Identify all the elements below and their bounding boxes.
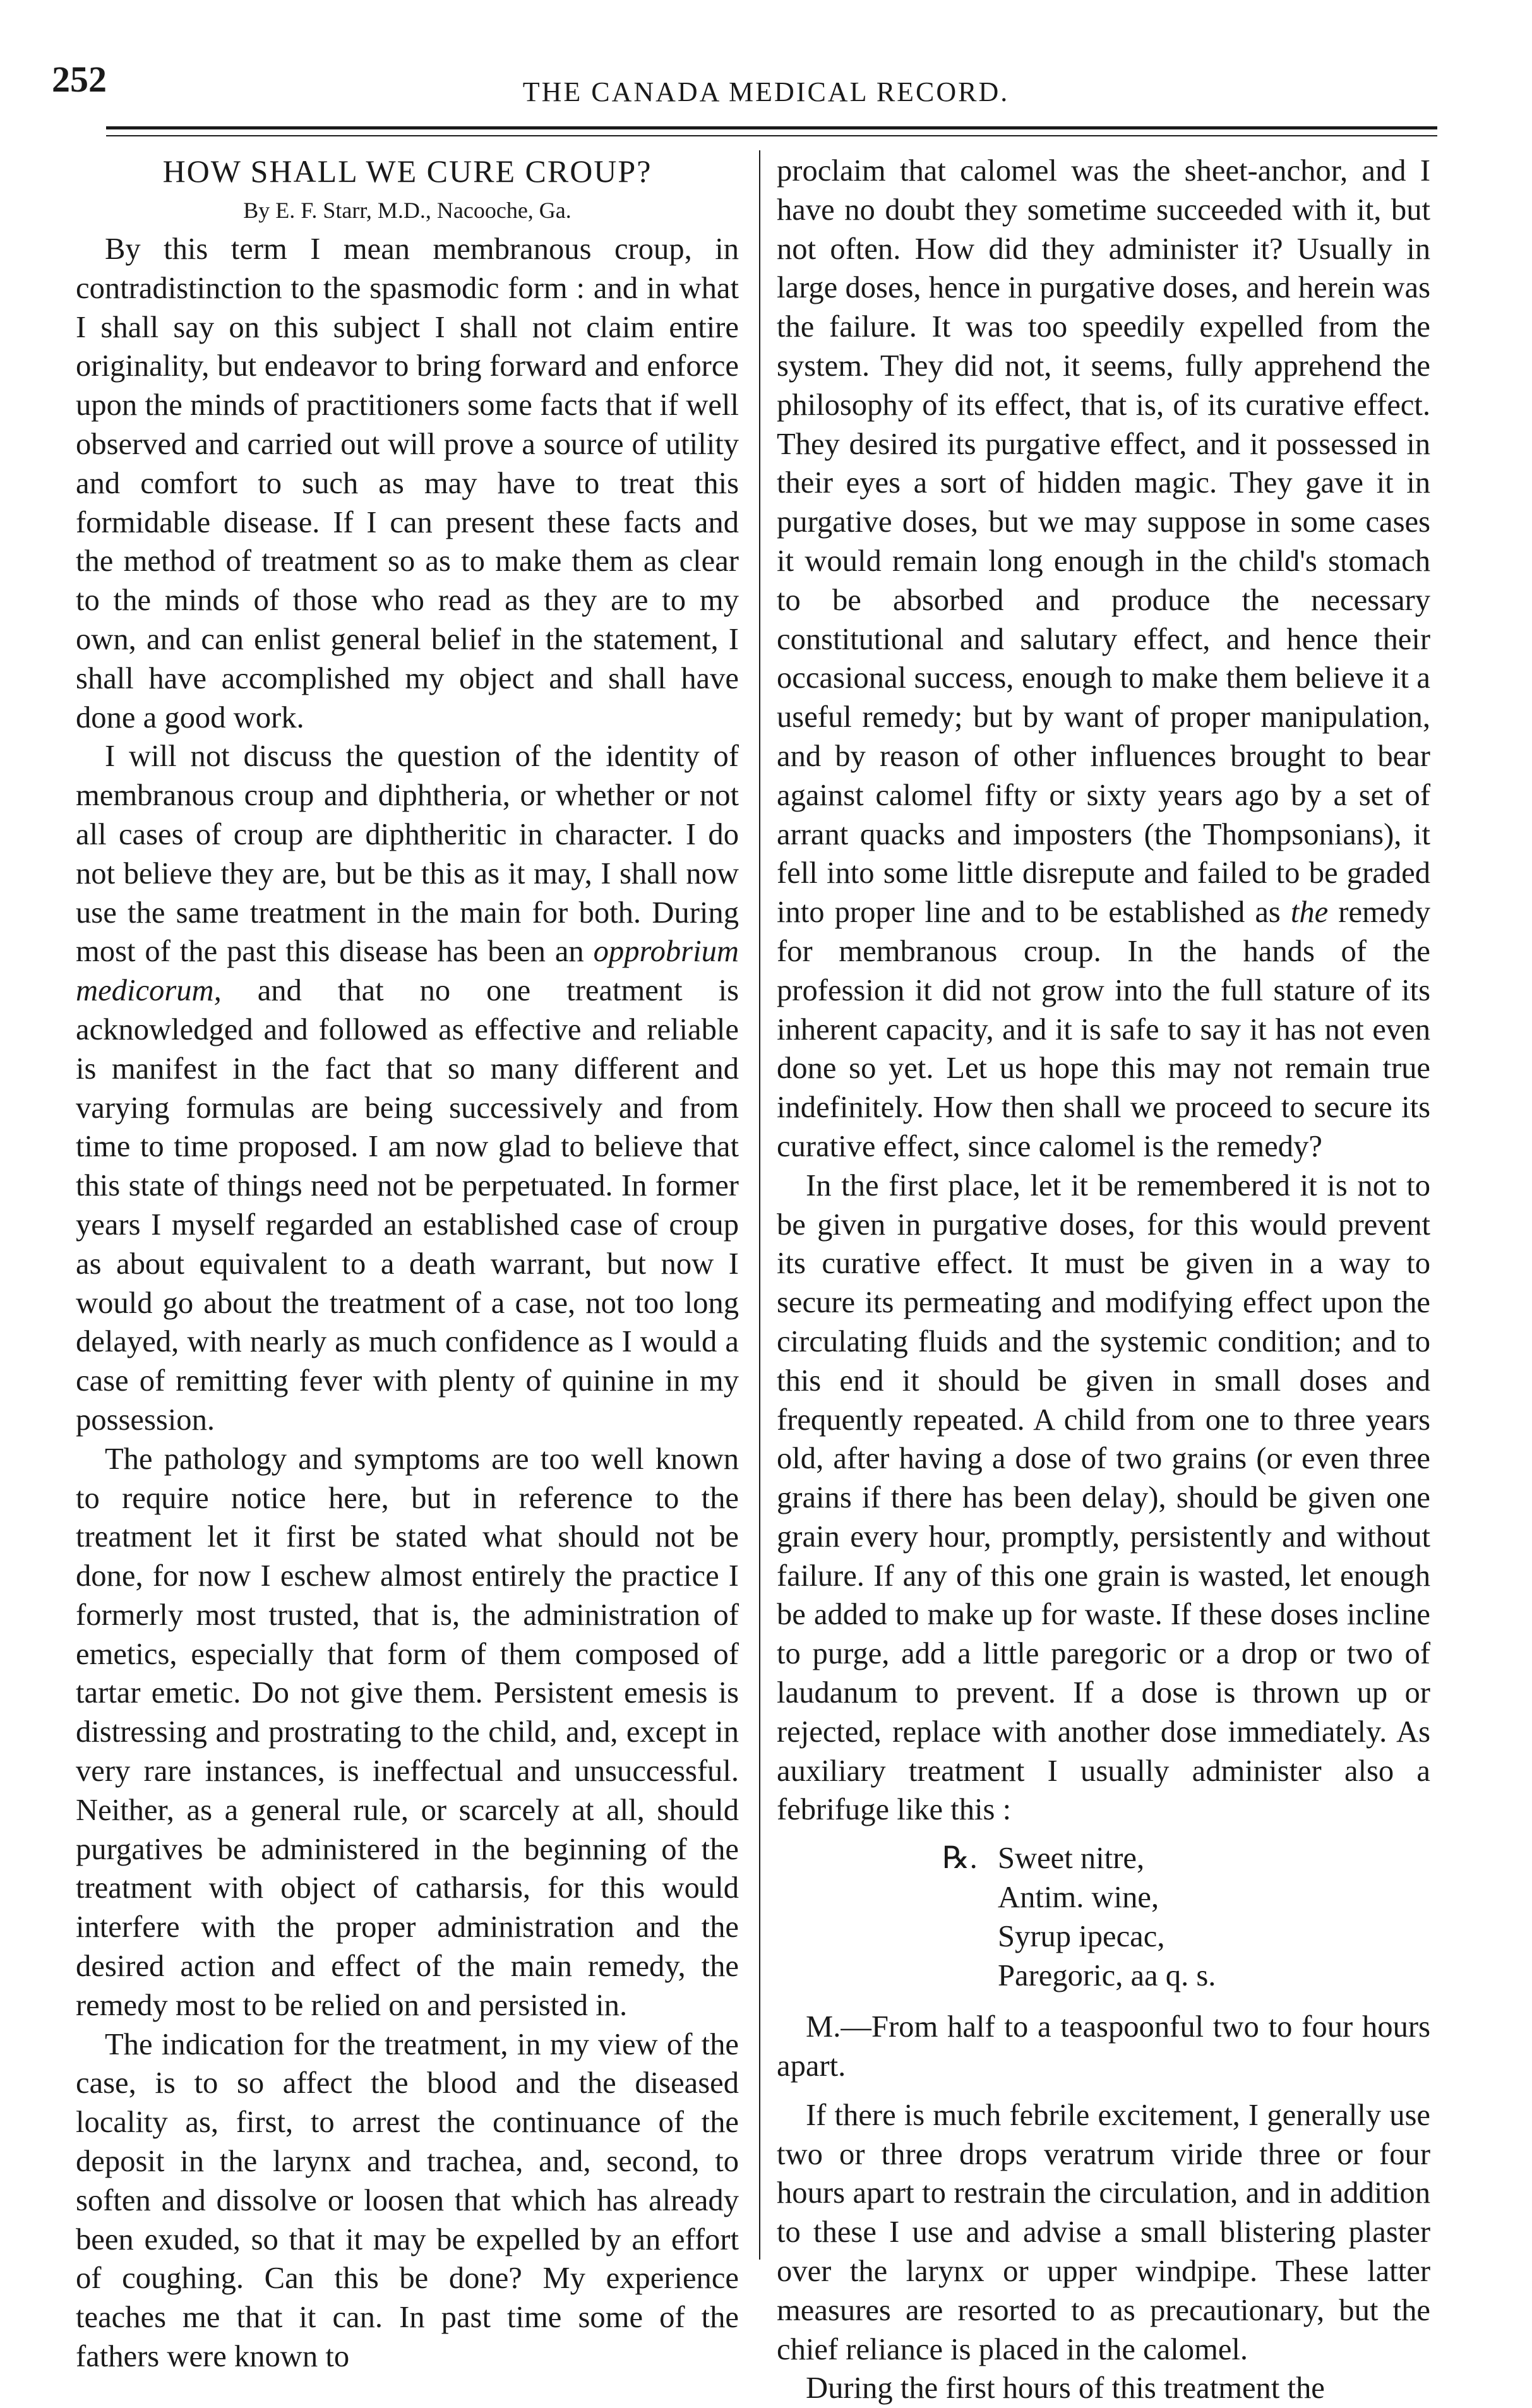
text-run: proclaim that calomel was the sheet-anchor, and I have no doubt they sometime succeeded with it, but not often. How did they administer it? Usually in large doses, hence in purgative doses, and herein was the failure. It was too speedily expelled from the system. They did not, it seems, fully apprehend the philosophy of its effect, that is, of its curative effect. They desired its purgative effect, and it possessed in their eyes a sort of hidden magic. They gave it in purgative doses, but we may suppose in some cases it would remain long enough in the child's stomach to be absorbed and produce the necessary constitutional and salutary effect, and hence their occasional success, enough to make them believe it a useful remedy; but by want of proper manipulation, and by reason of other influences brought to bear against calomel fifty or sixty years ago by a set of arrant quacks and imposters (the Thompsonians), it fell into some little disrepute and failed to be graded into proper line and to be established as	[777, 153, 1430, 930]
paragraph: The pathology and symptoms are too well known to require notice here, but in reference to the treatment let it first be stated what should not be done, for now I eschew almost entirely the practice I formerly most trusted, that is, the administration of emetics, especially that form of them composed of tartar emetic. Do not give them. Persistent emesis is distressing and prostrating to the child, and, except in very rare instances, is ineffectual and unsuccessful. Neither, as a general rule, or scarcely at all, should purgatives be administered in the beginning of the treatment with object of catharsis, for this would interfere with the proper administration and the desired action and effect of the main remedy, the remedy most to be relied on and persisted in.	[76, 1441, 739, 2022]
text-run: and that no one treatment is acknowledged and followed as effective and reliable is manifest in the fact that so many different and varying formulas are being successively and from time to time proposed. I am now glad to believe that this state of things need not be perpetuated. In former years I myself regarded an established case of croup as about equivalent to a death warrant, but now I would go about the treatment of a case, not too long delayed, with nearly as much confidence as I would a case of remitting fever with plenty of quinine in my possession.	[76, 973, 739, 1437]
prescription-item: Syrup ipecac,	[998, 1919, 1165, 1954]
paragraph: M.—From half to a teaspoonful two to four hours apart.	[777, 2010, 1430, 2083]
paragraph: The indication for the treatment, in my view of the case, is to so affect the blood and the diseased locality as, first, to arrest the continuance of the deposit in the larynx and trachea, and, second, to soften and dissolve or loosen that which has already been exuded, so that it may be expelled by an effort of coughing. Can this be done? My experience teaches me that it can. In past time some of the fathers were known to	[76, 2027, 739, 2374]
italic-phrase: opprobrium medicorum,	[76, 934, 739, 1008]
article-title: HOW SHALL WE CURE CROUP?	[162, 153, 652, 189]
recipe-symbol: ℞.	[942, 1841, 978, 1876]
paragraph	[76, 737, 739, 1439]
text-run: remedy for membranous croup. In the hands of the profession it did not grow into the full stature of its inherent capacity, and it is safe to say it has not even done so yet. Let us hope this may not remain true indefinitely. How then shall we proceed to secure its curative effect, since calomel is the remedy?	[777, 895, 1431, 1163]
column-divider	[759, 150, 760, 2260]
text-run: I will not discuss the question of the identity of membranous croup and diphtheria, or whether or not all cases of croup are diphtheritic in character. I do not believe they are, but be this as it may, I shall now use the same treatment in the main for both. During most of the past this disease has been an	[76, 739, 739, 969]
paragraph: If there is much febrile excitement, I generally use two or three drops veratrum viride three or four hours apart to restrain the circulation, and in addition to these I use and advise a small blistering plaster over the larynx or upper windpipe. These latter measures are resorted to as precautionary, but the chief reliance is placed in the calomel.	[777, 2097, 1430, 2366]
running-head: THE CANADA MEDICAL RECORD.	[522, 76, 1010, 107]
prescription-item: Sweet nitre,	[998, 1841, 1145, 1876]
prescription-item: Antim. wine,	[998, 1880, 1159, 1915]
prescription	[777, 1838, 1430, 1995]
prescription-item: Paregoric, aa q. s.	[998, 1958, 1216, 1993]
left-column	[76, 152, 739, 2376]
paragraph-gap	[777, 2086, 1430, 2096]
header-rule-thin	[106, 135, 1437, 136]
paragraph: In the first place, let it be remembered it is not to be given in purgative doses, for this would prevent its curative effect. It must be given in a way to secure its permeating and modifying effect upon the circulating fluids and the systemic condition; and to this end it should be given in small doses and frequently repeated. A child from one to three years old, after having a dose of two grains (or even three grains if there has been delay), should be given one grain every hour, promptly, persistently and without failure. If any of this one grain is wasted, let enough be added to make up for waste. If these doses incline to purge, add a little paregoric or a drop or two of laudanum to prevent. If a dose is thrown up or rejected, replace with another dose immediately. As auxiliary treatment I usually administer also a febrifuge like this :	[777, 1168, 1430, 1827]
italic-phrase: the	[1290, 895, 1329, 930]
paragraph: By this term I mean membranous croup, in contradistinction to the spasmodic form : and in what I shall say on this subject I shall not claim entire originality, but endeavor to bring forward and enforce upon the minds of practitioners some facts that if well observed and carried out will prove a source of utility and comfort to such as may have to treat this formidable disease. If I can present these facts and the method of treatment so as to make them as clear to the minds of those who read as they are to my own, and can enlist general belief in the statement, I shall have accomplished my object and shall have done a good work.	[76, 232, 739, 734]
header-rule-thick	[106, 126, 1437, 129]
prescription-line	[777, 1838, 1430, 1878]
page-number: 252	[52, 59, 107, 100]
right-column	[777, 152, 1430, 2408]
paragraph	[777, 152, 1430, 1166]
paragraph: During the first hours of this treatment the	[806, 2371, 1325, 2405]
article-byline: By E. F. Starr, M.D., Nacooche, Ga.	[243, 198, 572, 223]
